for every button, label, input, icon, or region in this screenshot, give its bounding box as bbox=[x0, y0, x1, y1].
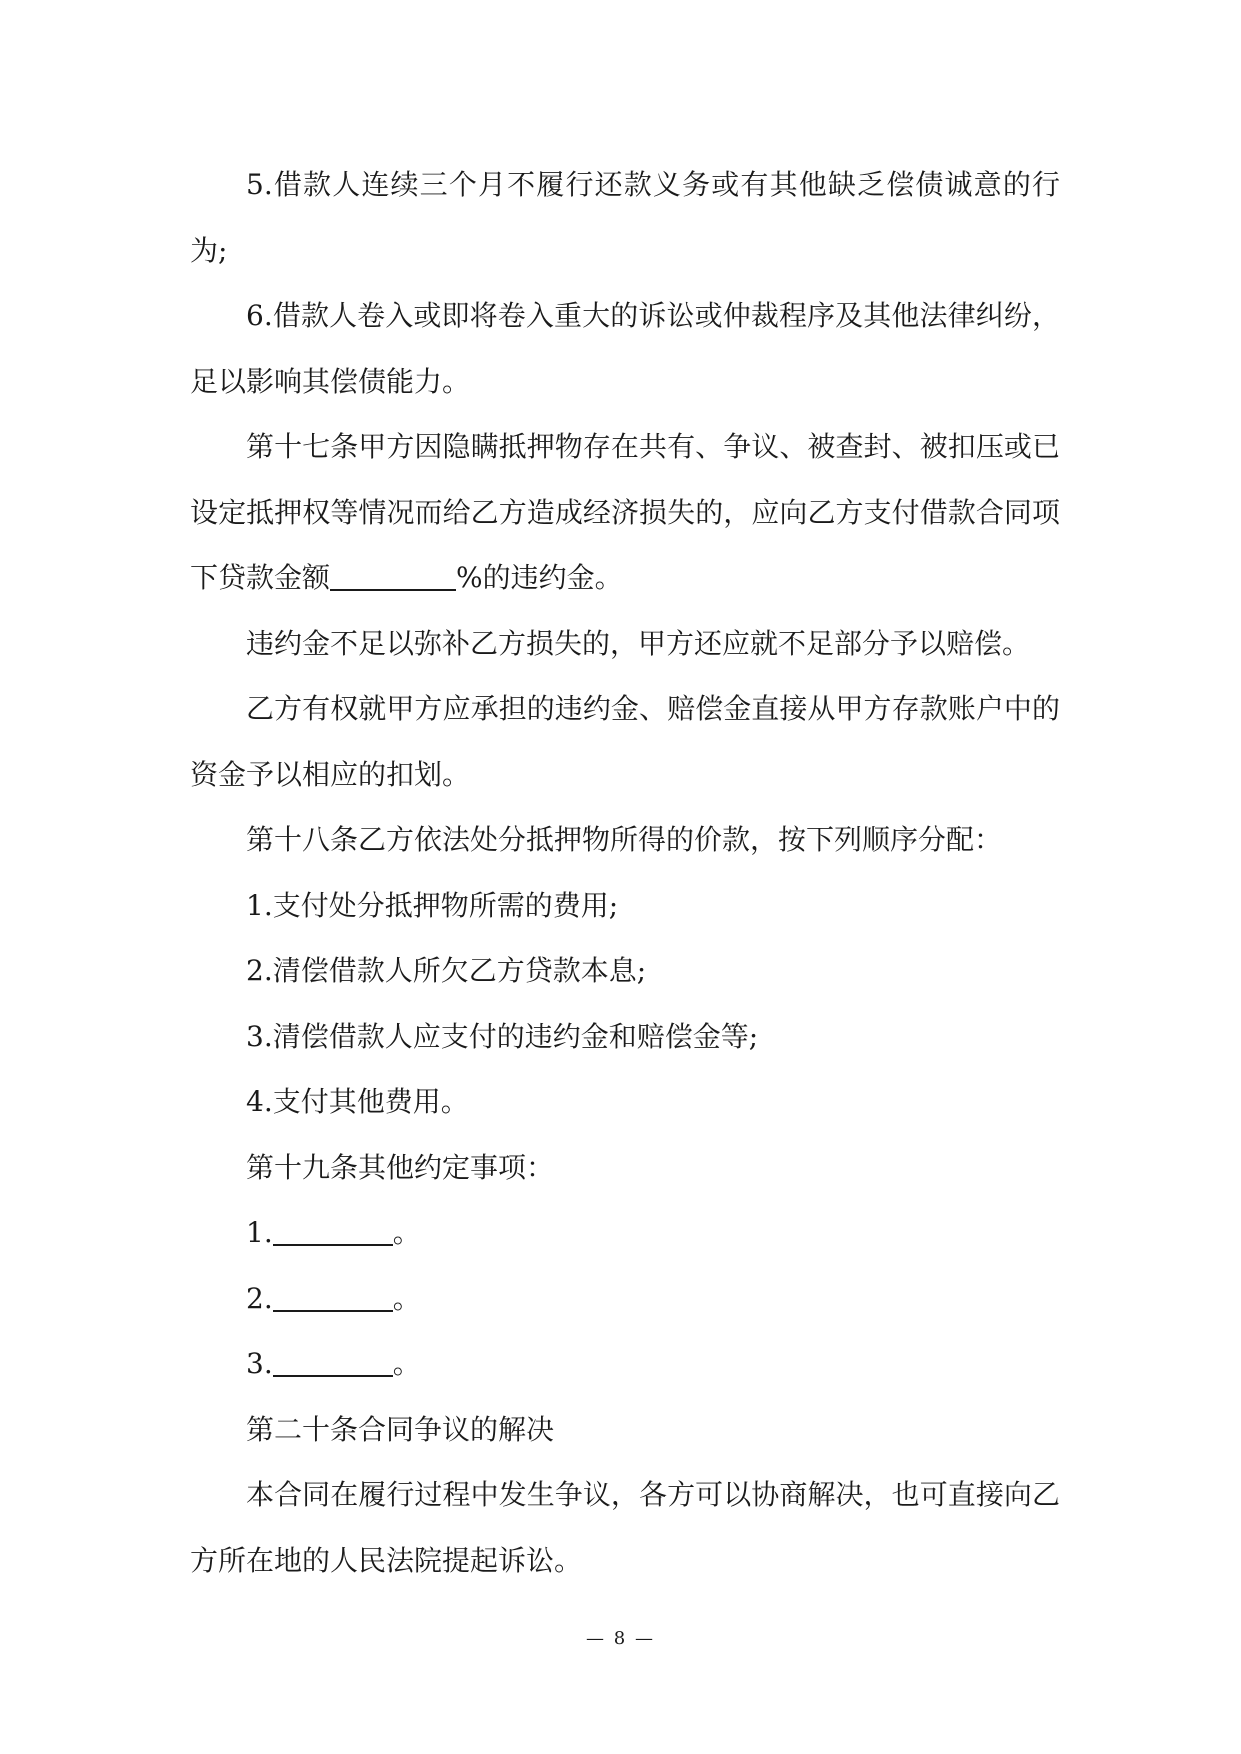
article-19: 第十九条其他约定事项： bbox=[246, 1150, 555, 1184]
article-17-text-end: %的违约金。 bbox=[456, 561, 623, 594]
other-matter-1 bbox=[190, 1200, 1060, 1266]
distribution-item-3: 3.清偿借款人应支付的违约金和赔偿金等; bbox=[246, 1019, 759, 1053]
article-17-text: 第十七条甲方因隐瞒抵押物存在共有、争议、被查封、被扣压或已设定抵押权等情况而给乙方造成经济损失的，应向乙方支付借款合同项下贷款金额 bbox=[190, 430, 1060, 594]
article-20: 第二十条合同争议的解决 bbox=[246, 1412, 555, 1446]
other-matter-2-end: 。 bbox=[392, 1281, 421, 1315]
other-matter-3-end: 。 bbox=[392, 1347, 421, 1380]
other-matter-3-blank bbox=[273, 1345, 393, 1377]
deduction-right-clause: 乙方有权就甲方应承担的违约金、赔偿金直接从甲方存款账户中的资金予以相应的扣划。 bbox=[190, 692, 1060, 791]
distribution-item-4: 4.支付其他费用。 bbox=[246, 1085, 469, 1118]
article-17 bbox=[190, 414, 1060, 611]
other-matter-3-number: 3. bbox=[246, 1347, 273, 1380]
page-number: — 8 — bbox=[586, 1628, 655, 1649]
document-body bbox=[190, 152, 1060, 1593]
distribution-item-1: 1.支付处分抵押物所需的费用; bbox=[246, 888, 619, 922]
other-matter-2-number: 2. bbox=[246, 1281, 273, 1315]
penalty-insufficient-clause: 违约金不足以弥补乙方损失的，甲方还应就不足部分予以赔偿。 bbox=[246, 626, 1031, 660]
article-18: 第十八条乙方依法处分抵押物所得的价款，按下列顺序分配： bbox=[246, 823, 1003, 856]
other-matter-2 bbox=[190, 1266, 1060, 1332]
penalty-percent-blank bbox=[330, 559, 456, 591]
other-matter-1-end: 。 bbox=[392, 1216, 421, 1249]
distribution-item-2: 2.清偿借款人所欠乙方贷款本息; bbox=[246, 954, 647, 987]
other-matter-3 bbox=[190, 1331, 1060, 1397]
dispute-resolution-clause: 本合同在履行过程中发生争议，各方可以协商解决，也可直接向乙方所在地的人民法院提起诉讼。 bbox=[190, 1478, 1060, 1577]
other-matter-1-number: 1. bbox=[246, 1216, 273, 1249]
clause-item-6: 6.借款人卷入或即将卷入重大的诉讼或仲裁程序及其他法律纠纷，足以影响其偿债能力。 bbox=[190, 299, 1060, 398]
clause-item-5: 5.借款人连续三个月不履行还款义务或有其他缺乏偿债诚意的行为; bbox=[190, 168, 1060, 267]
other-matter-1-blank bbox=[273, 1214, 393, 1246]
other-matter-2-blank bbox=[273, 1280, 393, 1312]
